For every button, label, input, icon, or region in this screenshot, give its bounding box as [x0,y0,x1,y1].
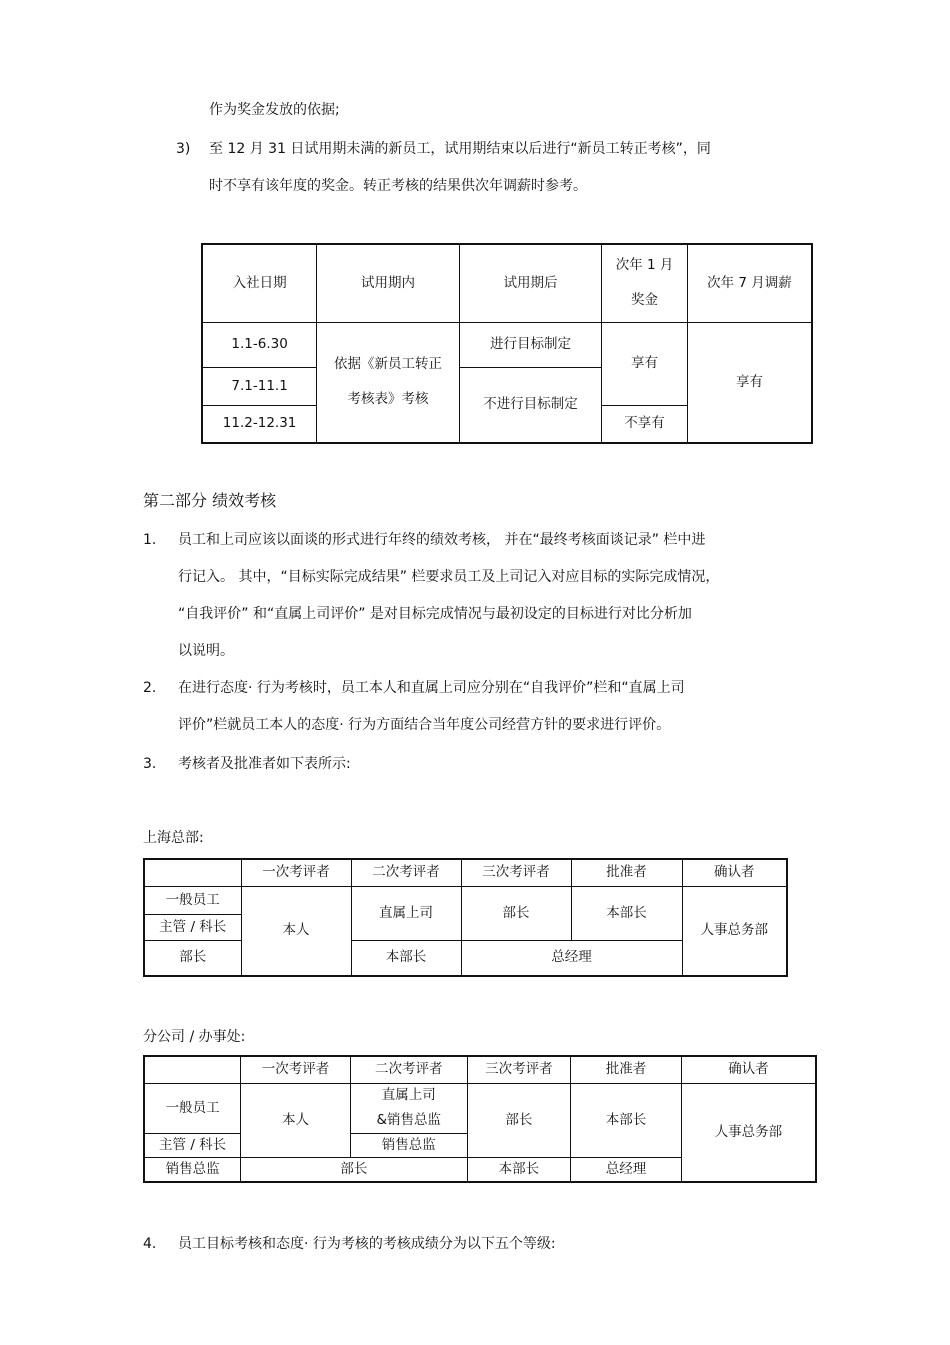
cell-line: 考核表》考核 [347,391,429,408]
row-label: 主管 / 科长 [144,1133,241,1157]
header-cell: 入社日期 [202,244,317,322]
row-label: 一般员工 [144,886,241,914]
header-cell: 批准者 [571,859,682,886]
header-line: 次年 1 月 [615,257,674,274]
header-cell: 一次考评者 [241,1056,351,1083]
approver-cell: 总经理 [571,1157,682,1182]
list-number: 3. [143,756,157,772]
approver-cell: 本部长 [571,1083,682,1157]
list-number: 4. [143,1236,157,1252]
row-label: 销售总监 [144,1157,241,1182]
row-label: 部长 [144,940,241,976]
row-label: 一般员工 [144,1083,241,1133]
header-cell [602,244,688,322]
header-cell: 确认者 [682,859,787,886]
second-reviewer-cell: 本部长 [351,940,461,976]
probation-table [201,243,813,444]
third-reviewer-cell: 部长 [467,1083,571,1157]
table-label: 分公司 / 办事处: [143,1029,246,1045]
header-cell: 三次考评者 [467,1056,571,1083]
third-reviewer-cell: 本部长 [467,1157,571,1182]
raise-cell: 享有 [687,322,812,443]
header-cell: 试用期后 [459,244,601,322]
after-cell: 不进行目标制定 [459,367,601,443]
text-line: 在进行态度· 行为考核时，员工本人和直属上司应分别在“自我评价”栏和“直属上司 [178,680,685,696]
branch-reviewer-table [143,1055,817,1183]
date-cell: 7.1-11.1 [202,367,317,405]
cell-line: &销售总监 [376,1112,441,1128]
second-reviewer-cell [350,1083,467,1133]
header-cell: 三次考评者 [461,859,571,886]
after-cell: 进行目标制定 [459,322,601,367]
corner-cell [144,1056,241,1083]
list-number: 1. [143,532,157,548]
second-reviewer-cell: 部长 [241,1157,467,1182]
table-label: 上海总部: [143,830,204,846]
header-cell: 一次考评者 [241,859,351,886]
bonus-cell: 享有 [602,322,688,405]
cell-line: 直属上司 [381,1087,436,1103]
list-number: 2. [143,680,157,696]
text-line: 至 12 月 31 日试用期未满的新员工，试用期结束以后进行“新员工转正考核”，同 [209,141,711,157]
general-manager-cell: 总经理 [461,940,682,976]
header-cell: 试用期内 [317,244,460,322]
header-cell: 次年 7 月调薪 [687,244,812,322]
text-line: 评价”栏就员工本人的态度· 行为方面结合当年度公司经营方针的要求进行评价。 [178,717,671,733]
bonus-cell: 不享有 [602,405,688,443]
second-reviewer-cell: 直属上司 [351,886,461,940]
text-line: 以说明。 [178,643,234,659]
header-cell: 批准者 [571,1056,682,1083]
header-line: 奖金 [631,292,659,309]
text-line: 行记入。 其中，“目标实际完成结果” 栏要求员工及上司记入对应目标的实际完成情况， [178,569,720,585]
confirmer-cell: 人事总务部 [682,886,787,976]
text-line: 考核者及批准者如下表所示: [178,756,351,772]
row-label: 主管 / 科长 [144,914,241,940]
approver-cell: 本部长 [571,886,682,940]
date-cell: 11.2-12.31 [202,405,317,443]
section-title: 第二部分 绩效考核 [143,491,277,510]
cell-line: 依据《新员工转正 [333,356,442,373]
confirmer-cell: 人事总务部 [681,1083,816,1182]
first-reviewer-cell: 本人 [241,1083,351,1157]
corner-cell [144,859,241,886]
text-line: 作为奖金发放的依据; [209,102,340,118]
text-line: “自我评价” 和“直属上司评价” 是对目标完成情况与最初设定的目标进行对比分析加 [178,606,692,622]
list-number: 3) [176,141,191,157]
shanghai-reviewer-table [143,858,788,977]
during-cell [317,322,460,443]
header-cell: 二次考评者 [351,859,461,886]
third-reviewer-cell: 部长 [461,886,571,940]
text-line: 员工目标考核和态度· 行为考核的考核成绩分为以下五个等级: [178,1236,556,1252]
first-reviewer-cell: 本人 [241,886,351,976]
second-reviewer-cell: 销售总监 [350,1133,467,1157]
text-line: 员工和上司应该以面谈的形式进行年终的绩效考核， 并在“最终考核面谈记录” 栏中进 [178,532,706,548]
text-line: 时不享有该年度的奖金。转正考核的结果供次年调薪时参考。 [209,178,587,194]
date-cell: 1.1-6.30 [202,322,317,367]
header-cell: 二次考评者 [350,1056,467,1083]
header-cell: 确认者 [681,1056,816,1083]
